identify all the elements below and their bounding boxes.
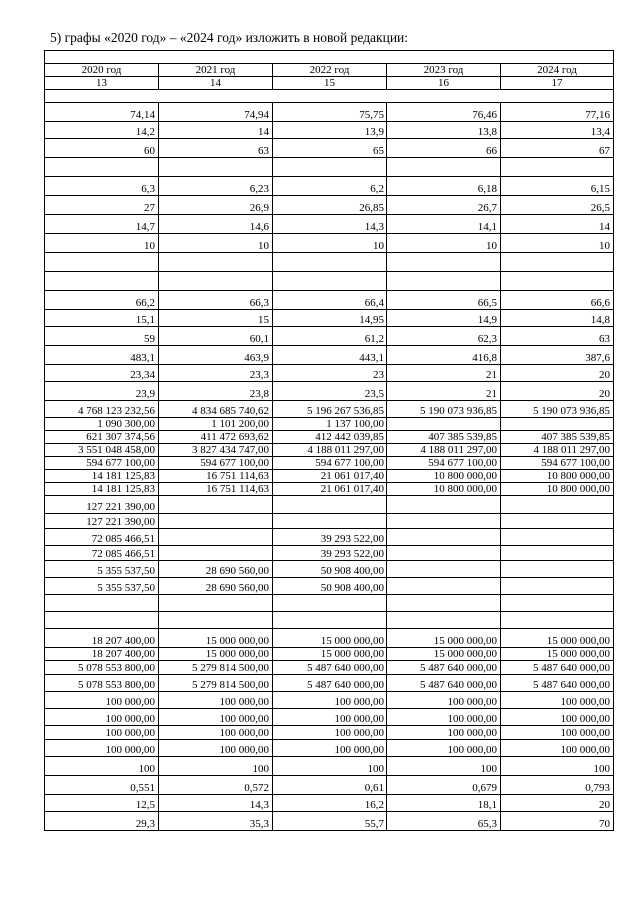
table-cell: 21 061 017,40 xyxy=(273,483,387,496)
table-cell xyxy=(501,514,614,529)
table-cell xyxy=(387,561,501,578)
header-number-13: 13 xyxy=(45,77,159,90)
table-cell: 14,9 xyxy=(387,310,501,327)
table-row xyxy=(45,483,614,496)
table-cell: 411 472 693,62 xyxy=(159,431,273,444)
table-cell: 21 xyxy=(387,365,501,382)
table-cell: 443,1 xyxy=(273,346,387,365)
table-row xyxy=(45,418,614,431)
table-cell: 15 000 000,00 xyxy=(501,648,614,661)
table-cell: 4 188 011 297,00 xyxy=(501,444,614,457)
table-cell: 5 487 640 000,00 xyxy=(273,675,387,692)
table-cell xyxy=(273,253,387,272)
table-cell: 10 xyxy=(159,234,273,253)
table-cell: 26,7 xyxy=(387,196,501,215)
table-cell xyxy=(159,496,273,514)
table-row xyxy=(45,470,614,483)
table-cell: 5 196 267 536,85 xyxy=(273,401,387,418)
table-cell: 10 xyxy=(501,234,614,253)
header-number-16: 16 xyxy=(387,77,501,90)
table-cell: 35,3 xyxy=(159,812,273,831)
table-cell: 407 385 539,85 xyxy=(387,431,501,444)
table-cell xyxy=(159,272,273,291)
table-row xyxy=(45,795,614,812)
table-cell: 65,3 xyxy=(387,812,501,831)
table-cell: 0,551 xyxy=(45,776,159,795)
table-row xyxy=(45,444,614,457)
table-cell: 100 000,00 xyxy=(273,726,387,740)
table-cell: 72 085 466,51 xyxy=(45,529,159,546)
table-cell xyxy=(45,612,159,629)
table-cell: 16,2 xyxy=(273,795,387,812)
header-number-17: 17 xyxy=(501,77,614,90)
table-cell xyxy=(387,272,501,291)
table-row xyxy=(45,661,614,675)
table-cell xyxy=(501,496,614,514)
values-table xyxy=(44,50,614,831)
table-cell: 66,6 xyxy=(501,291,614,310)
table-row xyxy=(45,103,614,122)
table-cell: 100 000,00 xyxy=(387,740,501,757)
table-cell: 621 307 374,56 xyxy=(45,431,159,444)
table-row xyxy=(45,561,614,578)
table-row xyxy=(45,382,614,401)
table-cell: 100 000,00 xyxy=(159,726,273,740)
table-cell: 0,61 xyxy=(273,776,387,795)
table-cell: 6,15 xyxy=(501,177,614,196)
table-cell: 67 xyxy=(501,139,614,158)
table-cell: 28 690 560,00 xyxy=(159,561,273,578)
table-cell xyxy=(273,272,387,291)
table-cell xyxy=(501,272,614,291)
header-year-2020: 2020 год xyxy=(45,64,159,77)
table-cell: 13,4 xyxy=(501,122,614,139)
header-year-2023: 2023 год xyxy=(387,64,501,77)
table-cell: 407 385 539,85 xyxy=(501,431,614,444)
table-cell: 50 908 400,00 xyxy=(273,561,387,578)
header-numbers-row xyxy=(45,77,614,90)
table-row xyxy=(45,709,614,726)
table-cell: 100 000,00 xyxy=(45,726,159,740)
table-cell: 76,46 xyxy=(387,103,501,122)
table-cell: 15 000 000,00 xyxy=(387,648,501,661)
table-cell xyxy=(159,595,273,612)
table-cell: 29,3 xyxy=(45,812,159,831)
table-cell: 5 279 814 500,00 xyxy=(159,675,273,692)
table-cell: 100 000,00 xyxy=(45,692,159,709)
table-cell: 5 078 553 800,00 xyxy=(45,675,159,692)
table-cell xyxy=(159,514,273,529)
table-row xyxy=(45,401,614,418)
table-cell: 10 xyxy=(45,234,159,253)
table-cell: 127 221 390,00 xyxy=(45,496,159,514)
table-cell: 100 000,00 xyxy=(501,726,614,740)
table-cell: 3 827 434 747,00 xyxy=(159,444,273,457)
table-cell: 483,1 xyxy=(45,346,159,365)
table-cell xyxy=(273,595,387,612)
table-cell xyxy=(387,158,501,177)
table-cell: 100 xyxy=(273,757,387,776)
table-cell: 66,5 xyxy=(387,291,501,310)
table-cell: 6,3 xyxy=(45,177,159,196)
table-cell: 15 000 000,00 xyxy=(387,629,501,648)
table-cell: 4 188 011 297,00 xyxy=(273,444,387,457)
table-row xyxy=(45,776,614,795)
table-cell: 14 181 125,83 xyxy=(45,483,159,496)
header-number-15: 15 xyxy=(273,77,387,90)
table-cell: 6,18 xyxy=(387,177,501,196)
table-cell xyxy=(159,529,273,546)
table-cell: 0,793 xyxy=(501,776,614,795)
table-cell: 100 000,00 xyxy=(387,709,501,726)
table-cell: 100 xyxy=(501,757,614,776)
table-cell: 0,679 xyxy=(387,776,501,795)
table-cell: 100 000,00 xyxy=(159,740,273,757)
table-cell xyxy=(387,612,501,629)
table-cell: 74,94 xyxy=(159,103,273,122)
table-cell: 14,7 xyxy=(45,215,159,234)
table-cell: 127 221 390,00 xyxy=(45,514,159,529)
table-row xyxy=(45,726,614,740)
table-cell: 16 751 114,63 xyxy=(159,483,273,496)
table-cell: 14,3 xyxy=(273,215,387,234)
table-cell: 23,3 xyxy=(159,365,273,382)
table-row xyxy=(45,629,614,648)
table-cell: 4 768 123 232,56 xyxy=(45,401,159,418)
header-years-row xyxy=(45,64,614,77)
table-cell: 100 xyxy=(45,757,159,776)
table-cell: 77,16 xyxy=(501,103,614,122)
table-cell: 12,5 xyxy=(45,795,159,812)
table-cell xyxy=(387,496,501,514)
table-row xyxy=(45,546,614,561)
table-cell xyxy=(159,253,273,272)
table-cell xyxy=(501,529,614,546)
table-cell xyxy=(159,158,273,177)
table-cell xyxy=(273,612,387,629)
table-cell: 15 000 000,00 xyxy=(501,629,614,648)
table-cell xyxy=(387,546,501,561)
table-cell xyxy=(501,253,614,272)
table-cell: 15,1 xyxy=(45,310,159,327)
table-cell: 14 181 125,83 xyxy=(45,470,159,483)
table-cell: 23,8 xyxy=(159,382,273,401)
table-cell: 594 677 100,00 xyxy=(387,457,501,470)
table-cell: 61,2 xyxy=(273,327,387,346)
table-cell: 100 000,00 xyxy=(273,709,387,726)
table-cell xyxy=(501,612,614,629)
table-cell: 65 xyxy=(273,139,387,158)
table-cell: 72 085 466,51 xyxy=(45,546,159,561)
table-cell: 100 000,00 xyxy=(45,709,159,726)
table-cell: 416,8 xyxy=(387,346,501,365)
header-number-14: 14 xyxy=(159,77,273,90)
table-cell xyxy=(387,578,501,595)
table-cell: 14,2 xyxy=(45,122,159,139)
table-row xyxy=(45,595,614,612)
table-row xyxy=(45,431,614,444)
table-row xyxy=(45,812,614,831)
table-cell xyxy=(273,158,387,177)
table-cell: 3 551 048 458,00 xyxy=(45,444,159,457)
table-cell: 100 000,00 xyxy=(273,740,387,757)
table-cell: 13,9 xyxy=(273,122,387,139)
table-cell xyxy=(45,272,159,291)
table-cell: 5 487 640 000,00 xyxy=(501,675,614,692)
table-cell: 55,7 xyxy=(273,812,387,831)
table-cell: 5 279 814 500,00 xyxy=(159,661,273,675)
table-cell xyxy=(501,561,614,578)
table-cell xyxy=(387,418,501,431)
table-cell: 5 487 640 000,00 xyxy=(501,661,614,675)
header-year-2022: 2022 год xyxy=(273,64,387,77)
table-cell: 100 000,00 xyxy=(387,692,501,709)
table-cell: 27 xyxy=(45,196,159,215)
table-cell: 23,34 xyxy=(45,365,159,382)
table-row xyxy=(45,514,614,529)
table-cell: 100 xyxy=(387,757,501,776)
table-cell xyxy=(159,612,273,629)
table-row xyxy=(45,740,614,757)
table-cell: 15 000 000,00 xyxy=(273,648,387,661)
table-cell xyxy=(387,529,501,546)
table-row xyxy=(45,692,614,709)
header-year-2024: 2024 год xyxy=(501,64,614,77)
table-row xyxy=(45,757,614,776)
table-cell: 18,1 xyxy=(387,795,501,812)
table-cell: 26,9 xyxy=(159,196,273,215)
table-cell: 5 487 640 000,00 xyxy=(273,661,387,675)
table-row xyxy=(45,496,614,514)
table-cell: 1 101 200,00 xyxy=(159,418,273,431)
table-cell: 594 677 100,00 xyxy=(501,457,614,470)
table-top-row xyxy=(45,51,614,64)
table-row xyxy=(45,158,614,177)
table-cell: 59 xyxy=(45,327,159,346)
table-cell: 100 xyxy=(159,757,273,776)
table-cell: 13,8 xyxy=(387,122,501,139)
table-cell: 39 293 522,00 xyxy=(273,546,387,561)
table-cell xyxy=(159,546,273,561)
table-cell xyxy=(501,595,614,612)
table-cell: 66,2 xyxy=(45,291,159,310)
table-cell: 14 xyxy=(501,215,614,234)
table-row xyxy=(45,139,614,158)
table-cell xyxy=(273,514,387,529)
table-row xyxy=(45,327,614,346)
table-cell: 10 xyxy=(273,234,387,253)
table-row xyxy=(45,529,614,546)
table-cell: 4 834 685 740,62 xyxy=(159,401,273,418)
table-cell: 23 xyxy=(273,365,387,382)
header-year-2021: 2021 год xyxy=(159,64,273,77)
table-cell: 60 xyxy=(45,139,159,158)
table-cell: 14,8 xyxy=(501,310,614,327)
table-cell: 15 000 000,00 xyxy=(159,648,273,661)
table-cell: 100 000,00 xyxy=(159,692,273,709)
table-cell: 66 xyxy=(387,139,501,158)
table-cell: 62,3 xyxy=(387,327,501,346)
table-cell: 20 xyxy=(501,365,614,382)
table-cell: 5 487 640 000,00 xyxy=(387,675,501,692)
table-cell: 50 908 400,00 xyxy=(273,578,387,595)
table-cell: 100 000,00 xyxy=(45,740,159,757)
table-cell: 100 000,00 xyxy=(501,740,614,757)
table-cell: 18 207 400,00 xyxy=(45,648,159,661)
table-cell: 6,2 xyxy=(273,177,387,196)
table-cell: 0,572 xyxy=(159,776,273,795)
table-cell: 66,4 xyxy=(273,291,387,310)
table-row xyxy=(45,234,614,253)
table-cell: 26,85 xyxy=(273,196,387,215)
table-cell: 10 800 000,00 xyxy=(501,470,614,483)
table-row xyxy=(45,648,614,661)
table-cell: 18 207 400,00 xyxy=(45,629,159,648)
table-cell: 74,14 xyxy=(45,103,159,122)
table-cell: 20 xyxy=(501,795,614,812)
table-cell xyxy=(501,418,614,431)
table-cell: 463,9 xyxy=(159,346,273,365)
table-cell: 28 690 560,00 xyxy=(159,578,273,595)
table-cell: 10 xyxy=(387,234,501,253)
table-cell: 23,5 xyxy=(273,382,387,401)
table-row xyxy=(45,215,614,234)
table-row xyxy=(45,675,614,692)
table-cell: 1 090 300,00 xyxy=(45,418,159,431)
table-cell xyxy=(45,158,159,177)
table-cell: 21 xyxy=(387,382,501,401)
table-cell: 15 000 000,00 xyxy=(159,629,273,648)
table-cell xyxy=(45,595,159,612)
table-cell: 100 000,00 xyxy=(501,692,614,709)
table-row xyxy=(45,291,614,310)
table-cell: 10 800 000,00 xyxy=(501,483,614,496)
table-cell: 14,3 xyxy=(159,795,273,812)
blank-band-row xyxy=(45,90,614,103)
table-cell: 66,3 xyxy=(159,291,273,310)
table-cell: 26,5 xyxy=(501,196,614,215)
table-cell: 20 xyxy=(501,382,614,401)
table-cell: 100 000,00 xyxy=(501,709,614,726)
table-row xyxy=(45,612,614,629)
table-cell: 5 190 073 936,85 xyxy=(501,401,614,418)
table-cell: 100 000,00 xyxy=(159,709,273,726)
table-row xyxy=(45,365,614,382)
table-cell: 75,75 xyxy=(273,103,387,122)
amendment-intro: 5) графы «2020 год» – «2024 год» изложить в новой редакции: xyxy=(50,30,409,45)
table-row xyxy=(45,457,614,470)
table-cell: 5 190 073 936,85 xyxy=(387,401,501,418)
table-cell: 100 000,00 xyxy=(387,726,501,740)
table-cell: 16 751 114,63 xyxy=(159,470,273,483)
table-cell: 70 xyxy=(501,812,614,831)
table-cell xyxy=(501,578,614,595)
table-cell: 14 xyxy=(159,122,273,139)
table-cell xyxy=(387,595,501,612)
table-cell: 60,1 xyxy=(159,327,273,346)
table-row xyxy=(45,272,614,291)
table-cell: 5 355 537,50 xyxy=(45,561,159,578)
table-cell: 39 293 522,00 xyxy=(273,529,387,546)
table-cell: 14,6 xyxy=(159,215,273,234)
table-cell: 5 355 537,50 xyxy=(45,578,159,595)
table-cell: 1 137 100,00 xyxy=(273,418,387,431)
table-cell: 63 xyxy=(159,139,273,158)
table-cell: 594 677 100,00 xyxy=(273,457,387,470)
table-cell xyxy=(387,253,501,272)
table-cell: 15 xyxy=(159,310,273,327)
table-row xyxy=(45,578,614,595)
table-cell: 21 061 017,40 xyxy=(273,470,387,483)
table-cell: 100 000,00 xyxy=(273,692,387,709)
table-cell: 387,6 xyxy=(501,346,614,365)
table-cell xyxy=(501,158,614,177)
table-row xyxy=(45,310,614,327)
table-row xyxy=(45,122,614,139)
table-cell: 14,95 xyxy=(273,310,387,327)
table-row xyxy=(45,253,614,272)
table-cell: 4 188 011 297,00 xyxy=(387,444,501,457)
table-cell: 10 800 000,00 xyxy=(387,483,501,496)
table-cell: 10 800 000,00 xyxy=(387,470,501,483)
table-row xyxy=(45,177,614,196)
table-cell: 412 442 039,85 xyxy=(273,431,387,444)
table-cell xyxy=(45,253,159,272)
table-cell xyxy=(273,496,387,514)
table-row xyxy=(45,346,614,365)
table-cell: 23,9 xyxy=(45,382,159,401)
table-cell xyxy=(387,514,501,529)
table-cell: 63 xyxy=(501,327,614,346)
table-cell xyxy=(501,546,614,561)
table-cell: 594 677 100,00 xyxy=(159,457,273,470)
table-cell: 6,23 xyxy=(159,177,273,196)
table-cell: 14,1 xyxy=(387,215,501,234)
table-cell: 594 677 100,00 xyxy=(45,457,159,470)
table-row xyxy=(45,196,614,215)
table-cell: 5 078 553 800,00 xyxy=(45,661,159,675)
table-cell: 15 000 000,00 xyxy=(273,629,387,648)
table-cell: 5 487 640 000,00 xyxy=(387,661,501,675)
